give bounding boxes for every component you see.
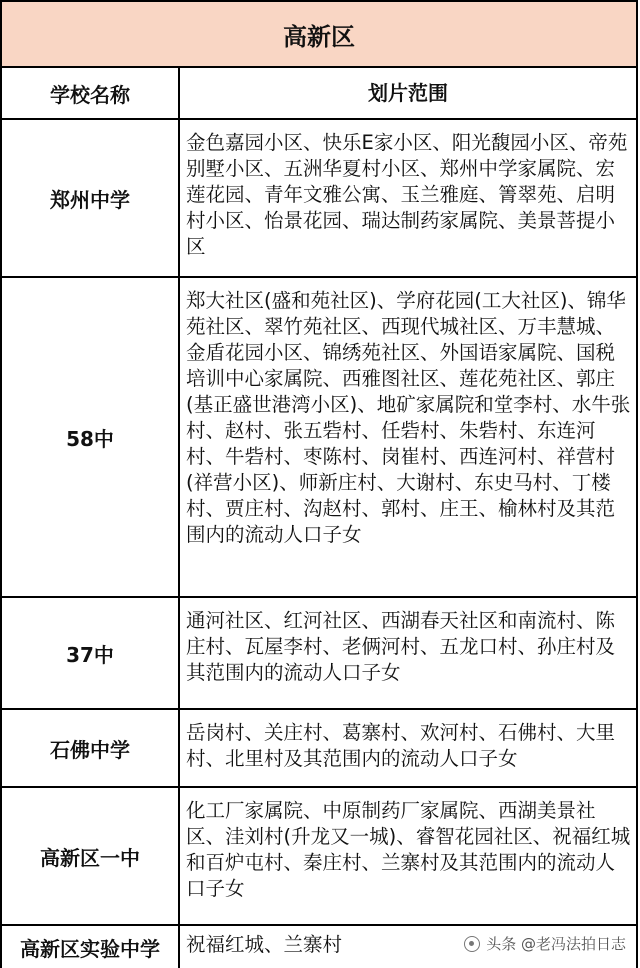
watermark-text: 头条 @老冯法拍日志 [486,935,626,953]
watermark [464,933,626,954]
district-area: 通河社区、红河社区、西湖春天社区和南流村、陈庄村、瓦屋李村、老俩河村、五龙口村、孙庄村及其范围内的流动人口子女 [186,609,616,684]
table-row [2,598,636,710]
school-name: 郑州中学 [2,120,180,276]
table-row [2,120,636,278]
school-name: 高新区实验中学 [2,926,180,968]
table-row [2,278,636,598]
header-school-name: 学校名称 [2,68,180,118]
table-header-row [2,68,636,120]
school-name: 石佛中学 [2,710,180,786]
district-area: 岳岗村、关庄村、葛寨村、欢河村、石佛村、大里村、北里村及其范围内的流动人口子女 [186,721,616,770]
camera-icon [464,936,480,952]
school-name: 高新区一中 [2,788,180,924]
header-district-area: 划片范围 [368,81,448,105]
table-row [2,788,636,926]
school-name: 37中 [2,598,180,708]
district-area: 金色嘉园小区、快乐E家小区、阳光馥园小区、帝苑别墅小区、五洲华夏村小区、郑州中学家属院、宏莲花园、青年文雅公寓、玉兰雅庭、箐翠苑、启明村小区、怡景花园、瑞达制药家属院、美景菩提小区 [186,131,628,258]
district-area: 化工厂家属院、中原制药厂家属院、西湖美景社区、洼刘村(升龙又一城)、睿智花园社区、祝福红城和百炉屯村、秦庄村、兰寨村及其范围内的流动人口子女 [186,799,631,900]
table-title: 高新区 [2,2,636,68]
district-area: 祝福红城、兰寨村 [186,933,343,956]
school-name: 58中 [2,278,180,596]
district-area: 郑大社区(盛和苑社区)、学府花园(工大社区)、锦华苑社区、翠竹苑社区、西现代城社区、万丰慧城、金盾花园小区、锦绣苑社区、外国语家属院、国税培训中心家属院、西雅图社区、莲花苑社区、郭庄(基正盛世港湾小区)、地矿家属院和堂李村、水牛张村、赵村、张五砦村、任砦村、朱砦村、东连河村、牛砦村、枣陈村、岗崔村、西连河村、祥营村(祥营小区)、师新庄村、大谢村、东史马村、丁楼村、贾庄村、沟赵村、郭村、庄王、榆林村及其范围内的流动人口子女 [186,289,631,546]
table-row [2,710,636,788]
